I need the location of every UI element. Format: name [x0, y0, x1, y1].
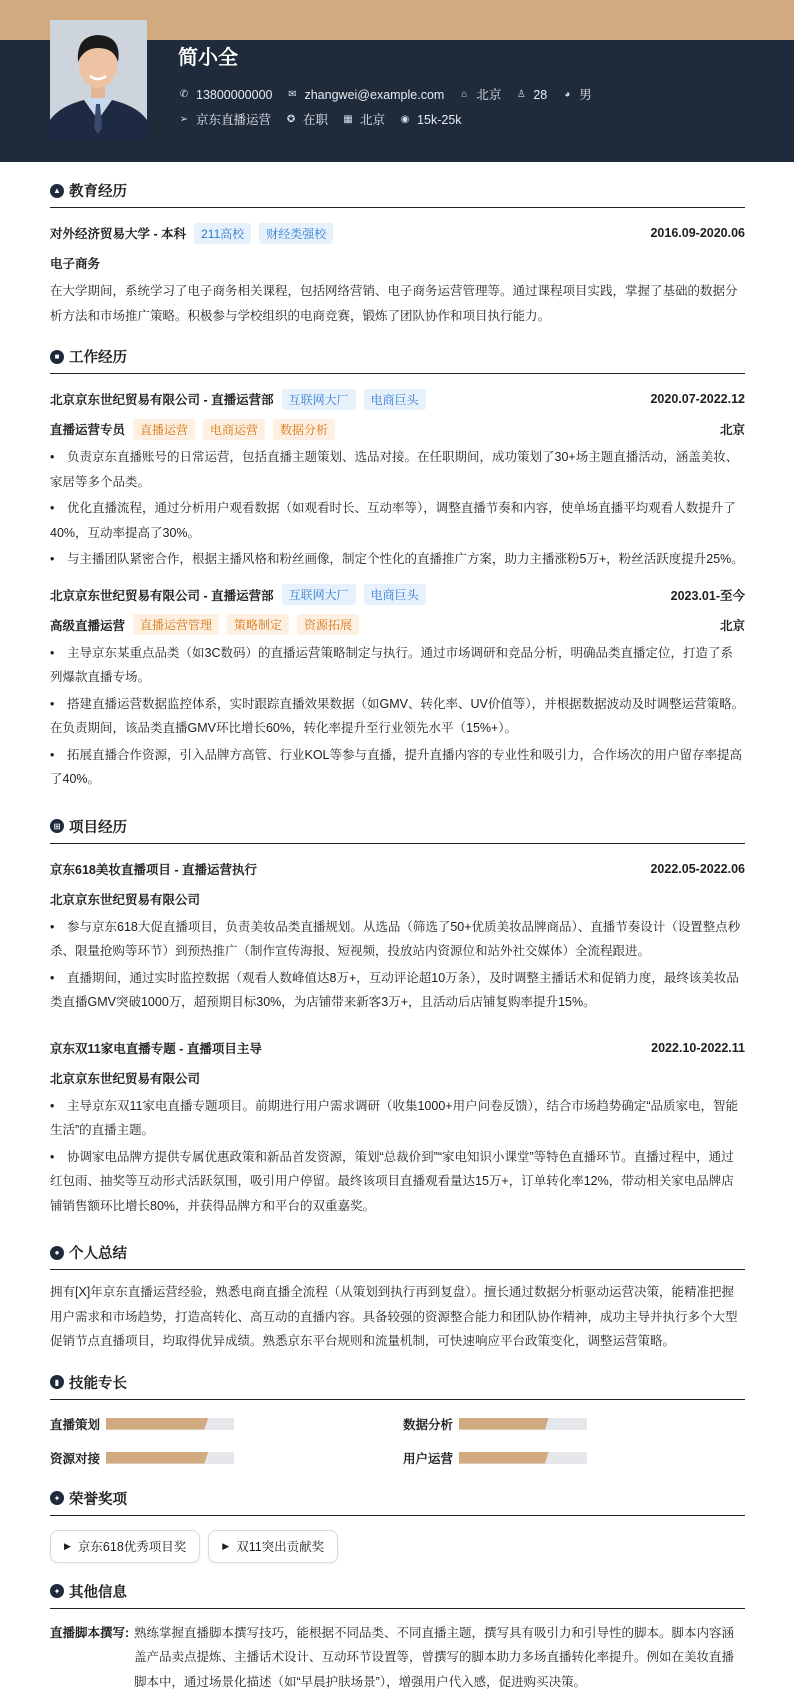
section-title: 教育经历	[69, 180, 127, 201]
phone: 13800000000	[196, 87, 272, 103]
award-badge: ▶ 双11突出贡献奖	[208, 1530, 338, 1563]
skill-item	[50, 1446, 403, 1470]
section-title: 荣誉奖项	[69, 1488, 127, 1509]
school-tag: 财经类强校	[259, 223, 333, 244]
education-section	[50, 180, 745, 328]
company-tag: 互联网大厂	[282, 584, 356, 605]
skill-bar	[459, 1418, 587, 1430]
work-period: 2020.07-2022.12	[650, 392, 745, 406]
section-title: 个人总结	[69, 1242, 127, 1263]
role: 直播运营专员	[50, 420, 125, 438]
resume-body	[50, 162, 745, 1694]
award-badge: ▶ 京东618优秀项目奖	[50, 1530, 200, 1563]
project-title: 京东双11家电直播专题 - 直播项目主导	[50, 1039, 262, 1057]
skill-bar-fill	[106, 1452, 208, 1464]
skill-tag: 策略制定	[227, 614, 289, 635]
summary-text: 拥有[X]年京东直播运营经验，熟悉电商直播全流程（从策划到执行再到复盘）。擅长通过数据分析驱动运营决策，能精准把握用户需求和市场趋势，打造高转化、高互动的直播内容。具备较强的资源整合能力和团队协作精神，成功主导并执行多个大型促销节点直播项目，均取得优异成绩。熟悉京东平台规则和流量机制，可快速响应平台政策变化，调整运营策略。	[50, 1280, 745, 1354]
bullet: • 优化直播流程，通过分析用户观看数据（如观看时长、互动率等），调整直播节奏和内容，使单场直播平均观看人数提升了40%，互动率提高了30%。	[50, 496, 745, 545]
education-description: 在大学期间，系统学习了电子商务相关课程，包括网络营销、电子商务运营管理等。通过课程项目实践，掌握了基础的数据分析方法和市场推广策略。积极参与学校组织的电商竞赛，锻炼了团队协作和项目执行能力。	[50, 279, 745, 328]
skill-bar-fill	[459, 1452, 549, 1464]
major: 电子商务	[50, 254, 100, 272]
bullet: • 搭建直播运营数据监控体系，实时跟踪直播效果数据（如GMV、转化率、UV价值等），并根据数据波动及时调整运营策略。在负责期间，该品类直播GMV环比增长60%，转化率提升至行业领先水平（15%+）。	[50, 692, 745, 741]
project-period: 2022.05-2022.06	[650, 862, 745, 876]
bullet: • 与主播团队紧密合作，根据主播风格和粉丝画像，制定个性化的直播推广方案，助力主播涨粉5万+，粉丝活跃度提升25%。	[50, 547, 745, 572]
school-name: 对外经济贸易大学 - 本科	[50, 224, 186, 242]
bullet: • 拓展直播合作资源，引入品牌方高管、行业KOL等参与直播，提升直播内容的专业性和吸引力，合作场次的用户留存率提高了40%。	[50, 743, 745, 792]
section-title: 技能专长	[69, 1372, 127, 1393]
skill-bar	[106, 1452, 234, 1464]
bullet: • 负责京东直播账号的日常运营，包括直播主题策划、选品对接。在任职期间，成功策划了30+场主题直播活动，涵盖美妆、家居等多个品类。	[50, 445, 745, 494]
age-icon: ♙	[515, 89, 527, 101]
work-item	[50, 386, 745, 572]
bullet: • 主导京东双11家电直播专题项目。前期进行用户需求调研（收集1000+用户问卷反馈），结合市场趋势确定“品质家电，智能生活”的直播主题。	[50, 1094, 745, 1143]
work-item	[50, 582, 745, 792]
project-company: 北京京东世纪贸易有限公司	[50, 890, 200, 908]
work-period: 2023.01-至今	[671, 586, 745, 604]
other-section	[50, 1581, 745, 1694]
company-tag: 电商巨头	[364, 389, 426, 410]
other-label: 直播脚本撰写:	[50, 1621, 134, 1694]
bar-chart-icon: ▮	[50, 1375, 64, 1389]
school-tag: 211高校	[194, 223, 251, 244]
grid-icon: ⊞	[50, 819, 64, 833]
skill-tag: 数据分析	[273, 419, 335, 440]
skill-tag: 直播运营	[133, 419, 195, 440]
graduation-cap-icon: ▲	[50, 184, 64, 198]
other-text: 熟练掌握直播脚本撰写技巧，能根据不同品类、不同直播主题，撰写具有吸引力和引导性的脚本。脚本内容涵盖产品卖点提炼、主播话术设计、互动环节设置等，曾撰写的脚本助力多场直播转化率提升。例如在美妆直播脚本中，通过场景化描述（如“早晨护肤场景”），增强用户代入感，促进购买决策。	[134, 1621, 745, 1694]
gender-icon: ◕	[561, 89, 573, 101]
play-icon: ▶	[64, 1541, 71, 1552]
project-item	[50, 856, 745, 1015]
bullet: • 参与京东618大促直播项目，负责美妆品类直播规划。从选品（筛选了50+优质美妆品牌商品）、直播节奏设计（设置整点秒杀、限量抢购等环节）到预热推广（制作宣传海报、短视频，投放站内资源位和站外社交媒体）全流程跟进。	[50, 915, 745, 964]
project-company: 北京京东世纪贸易有限公司	[50, 1069, 200, 1087]
company: 北京京东世纪贸易有限公司 - 直播运营部	[50, 586, 274, 604]
project-item	[50, 1035, 745, 1219]
awards-section	[50, 1488, 745, 1563]
job-intent-row	[178, 112, 476, 128]
skill-item	[50, 1412, 403, 1436]
project-period: 2022.10-2022.11	[651, 1041, 745, 1055]
company-tag: 互联网大厂	[282, 389, 356, 410]
skills-section	[50, 1372, 745, 1470]
skill-name: 用户运营	[403, 1449, 459, 1467]
award-icon: ✦	[50, 1491, 64, 1505]
section-title: 其他信息	[69, 1581, 127, 1602]
skill-bar	[459, 1452, 587, 1464]
skill-name: 直播策划	[50, 1415, 106, 1433]
building-icon: ▦	[342, 114, 354, 126]
bullet: • 协调家电品牌方提供专属优惠政策和新品首发资源，策划“总裁价到”“家电知识小课堂”等特色直播环节。直播过程中，通过红包雨、抽奖等互动形式活跃氛围，吸引用户停留。最终该项目直播观看量达15万+，订单转化率12%，带动相关家电品牌店铺销售额环比增长80%，并获得品牌方和平台的双重嘉奖。	[50, 1145, 745, 1219]
email: zhangwei@example.com	[304, 87, 444, 103]
skill-tag: 资源拓展	[297, 614, 359, 635]
role: 高级直播运营	[50, 616, 125, 634]
info-icon: ✦	[50, 1584, 64, 1598]
salary-icon: ◉	[399, 114, 411, 126]
skill-name: 资源对接	[50, 1449, 106, 1467]
job-status: 在职	[303, 112, 328, 128]
skill-name: 数据分析	[403, 1415, 459, 1433]
bullet: • 主导京东某重点品类（如3C数码）的直播运营策略制定与执行。通过市场调研和竞品分析，明确品类直播定位，打造了系列爆款直播专场。	[50, 641, 745, 690]
summary-section	[50, 1242, 745, 1354]
skill-item	[403, 1412, 745, 1436]
target-job: 京东直播运营	[196, 112, 271, 128]
user-icon: ●	[50, 1246, 64, 1260]
other-item	[50, 1621, 745, 1694]
skill-bar-fill	[459, 1418, 549, 1430]
home-icon: ⌂	[458, 89, 470, 101]
bullet: • 直播期间，通过实时监控数据（观看人数峰值达8万+，互动评论超10万条），及时调整主播话术和促销力度，最终该美妆品类直播GMV突破1000万，超预期目标30%，为店铺带来新客3万+，且活动后店铺复购率提升15%。	[50, 966, 745, 1015]
work-section	[50, 346, 745, 792]
skill-tag: 电商运营	[203, 419, 265, 440]
company-tag: 电商巨头	[364, 584, 426, 605]
send-icon: ➢	[178, 114, 190, 126]
skill-tag: 直播运营管理	[133, 614, 219, 635]
skill-bar	[106, 1418, 234, 1430]
gender: 男	[579, 87, 592, 103]
project-title: 京东618美妆直播项目 - 直播运营执行	[50, 860, 257, 878]
city: 北京	[476, 87, 501, 103]
education-period: 2016.09-2020.06	[650, 226, 745, 240]
company: 北京京东世纪贸易有限公司 - 直播运营部	[50, 390, 274, 408]
salary: 15k-25k	[417, 112, 461, 128]
work-location: 北京	[720, 616, 745, 634]
briefcase-icon: ■	[50, 350, 64, 364]
work-location: 北京	[720, 420, 745, 438]
status-icon: ✪	[285, 114, 297, 126]
contact-row	[178, 87, 606, 103]
skill-bar-fill	[106, 1418, 208, 1430]
projects-section	[50, 816, 745, 1219]
phone-icon: ✆	[178, 89, 190, 101]
section-title: 项目经历	[69, 816, 127, 837]
avatar-photo	[50, 20, 147, 141]
mail-icon: ✉	[286, 89, 298, 101]
skill-item	[403, 1446, 745, 1470]
play-icon: ▶	[222, 1541, 229, 1552]
section-title: 工作经历	[69, 346, 127, 367]
age: 28	[533, 87, 547, 103]
candidate-name: 简小全	[178, 46, 238, 70]
target-city: 北京	[360, 112, 385, 128]
skills-grid	[50, 1412, 745, 1470]
